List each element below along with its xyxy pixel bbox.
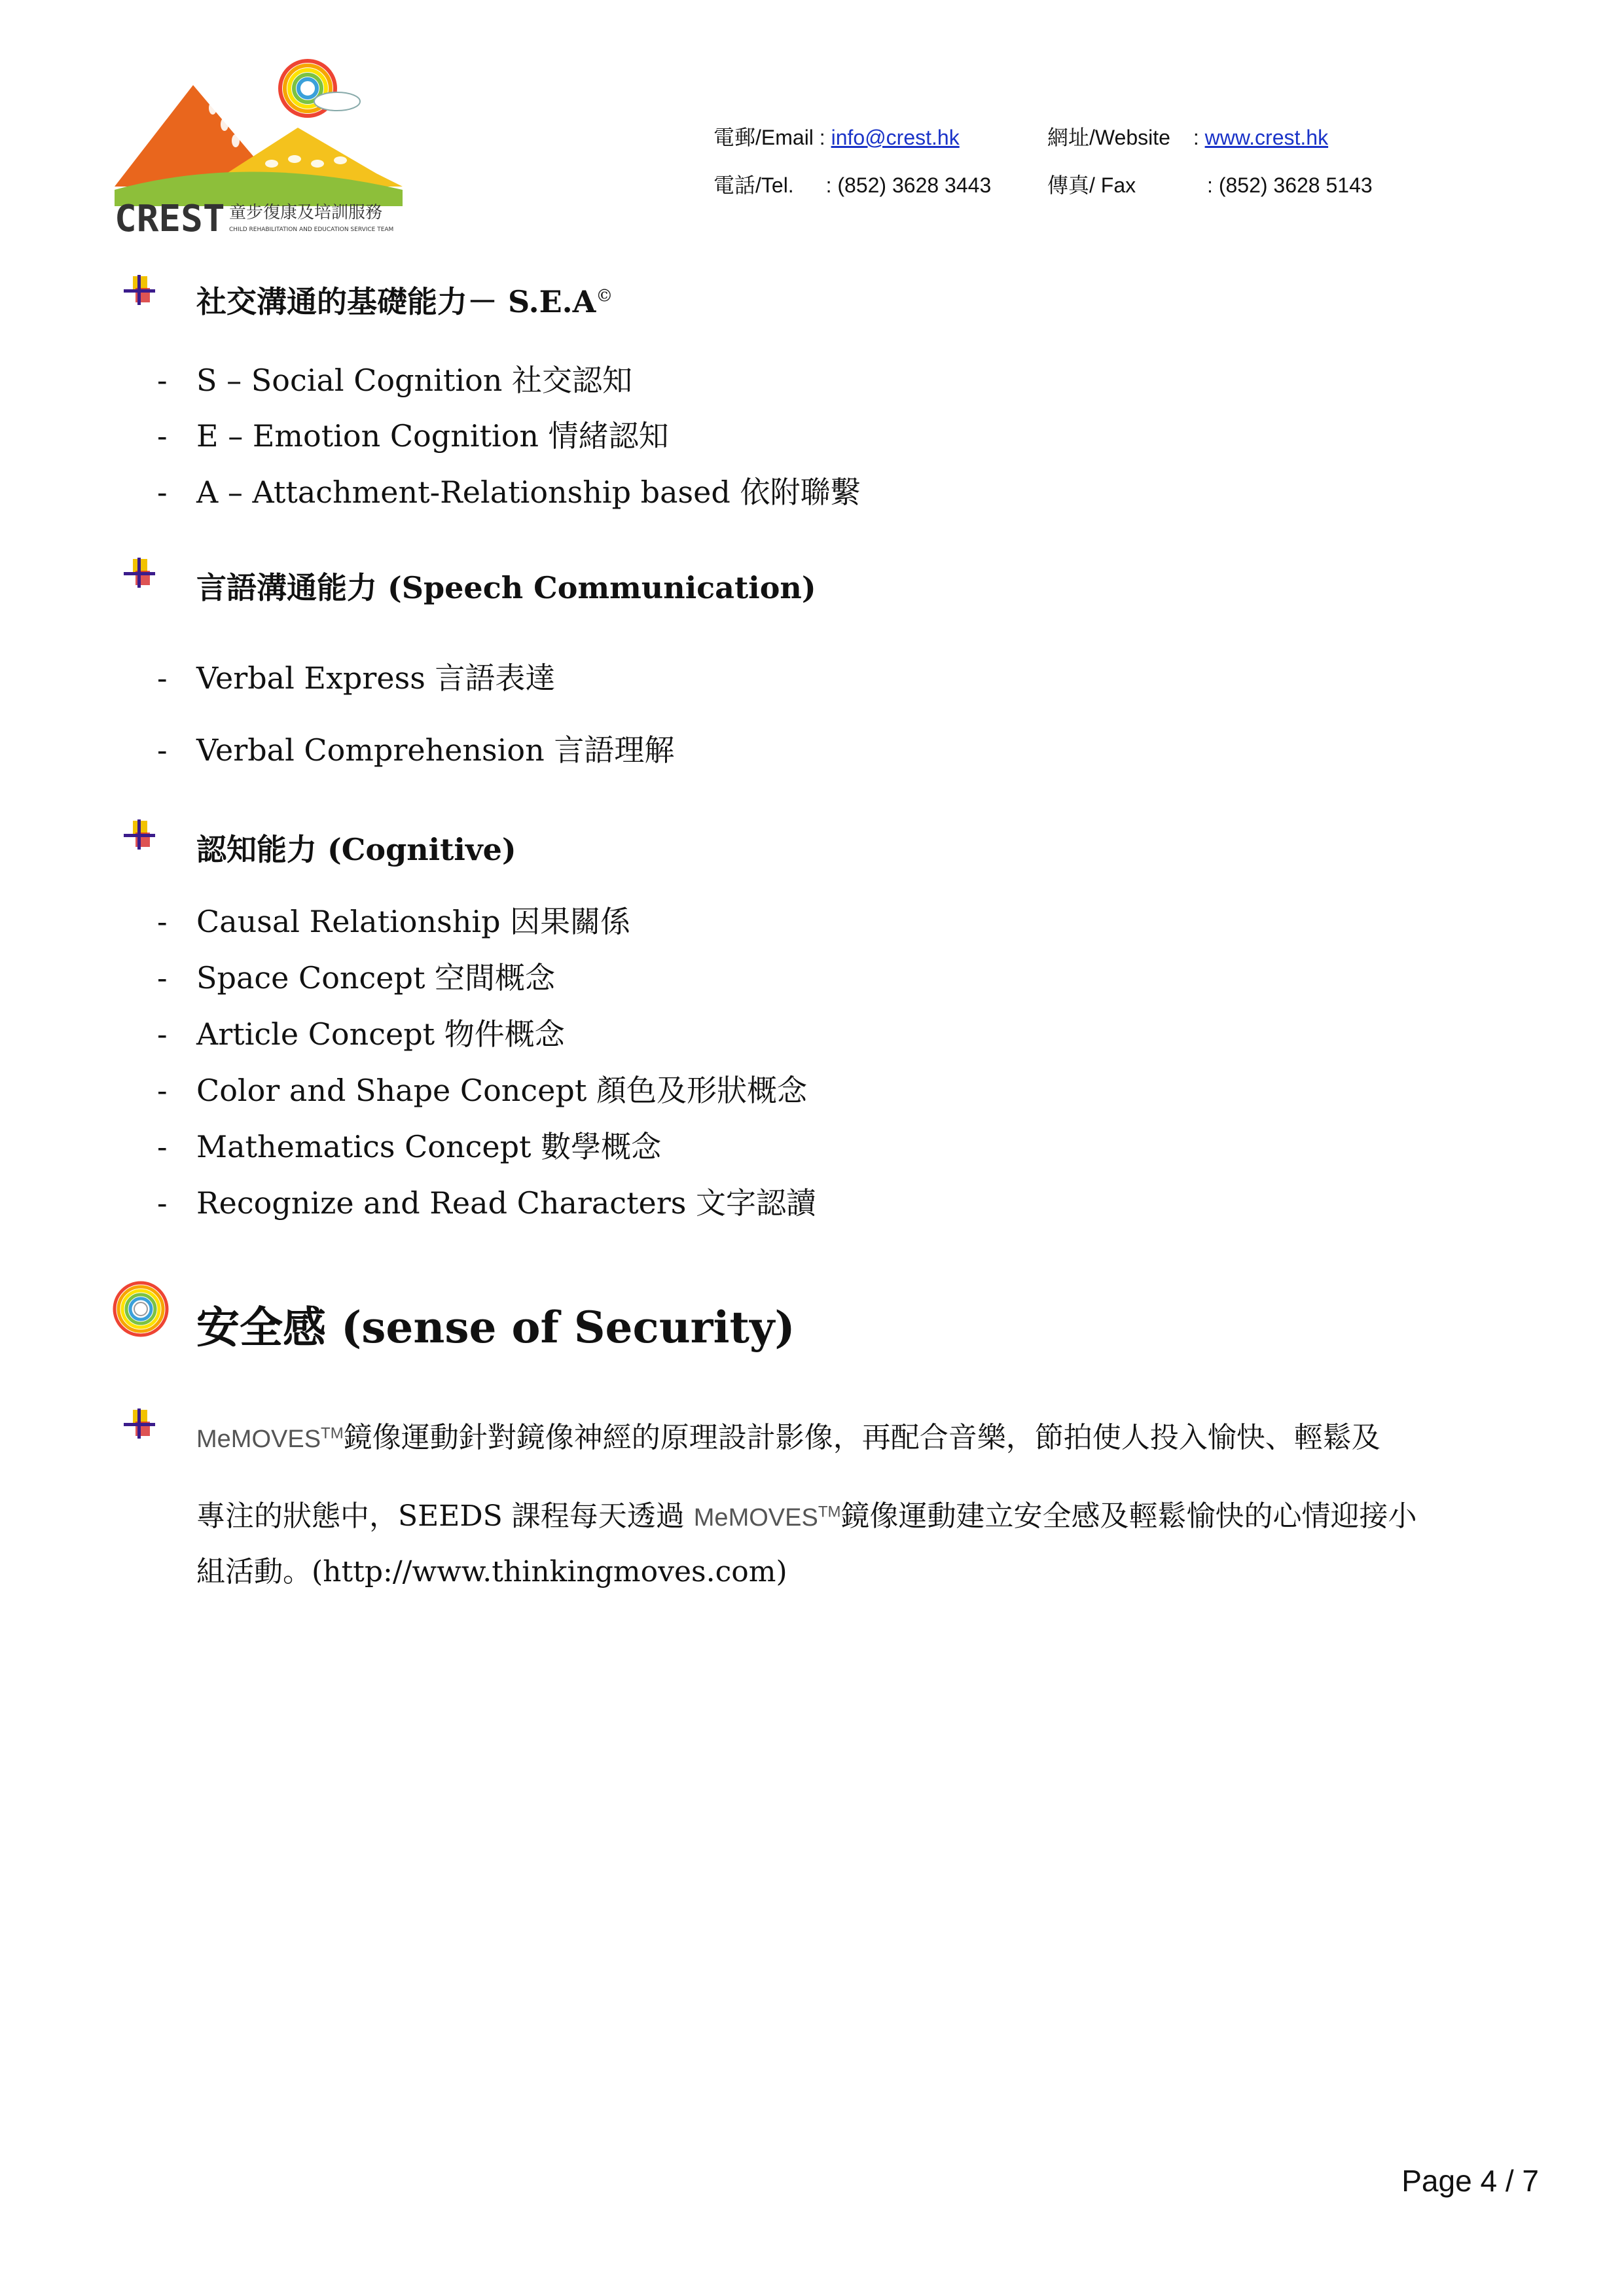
list-item: - Color and Shape Concept 顏色及形狀概念 xyxy=(157,1073,807,1108)
list-item: - Verbal Express 言語表達 xyxy=(157,660,556,696)
list-item: - S – Social Cognition 社交認知 xyxy=(157,363,633,398)
page-sep: / xyxy=(1505,2164,1514,2198)
page-total: 7 xyxy=(1522,2164,1539,2198)
memoves-brand: MeMOVES™ xyxy=(693,1503,841,1532)
page-number xyxy=(1401,2163,1539,2198)
website-sep: : xyxy=(1193,126,1205,149)
page-current: 4 xyxy=(1480,2164,1498,2198)
list-item: - Space Concept 空間概念 xyxy=(157,960,556,996)
logo-wordmark: CREST xyxy=(115,198,225,239)
security-paragraph-line-3: 組活動。(http://www.thinkingmoves.com) xyxy=(196,1555,787,1588)
logo-chinese-name: 童步復康及培訓服務 xyxy=(229,203,383,223)
email-label: 電郵/Email : xyxy=(713,126,831,149)
email-link[interactable]: info@crest.hk xyxy=(831,126,960,149)
memoves-brand: MeMOVES™ xyxy=(196,1424,344,1453)
list-item: - A – Attachment-Relationship based 依附聯繫 xyxy=(157,475,861,510)
plus-bullet-icon xyxy=(121,1407,158,1441)
website-label: 網址/Website xyxy=(1047,126,1170,149)
header-website xyxy=(1047,121,1328,151)
list-item: - Verbal Comprehension 言語理解 xyxy=(157,732,675,768)
security-paragraph-line-1: MeMOVES™鏡像運動針對鏡像神經的原理設計影像，再配合音樂，節拍使人投入愉快、輕鬆及 xyxy=(196,1421,1380,1454)
header-email xyxy=(713,121,960,151)
tel-value: : (852) 3628 3443 xyxy=(825,173,992,197)
security-paragraph-line-2: 專注的狀態中，SEEDS 課程每天透過 MeMOVES™鏡像運動建立安全感及輕鬆愉快的心情迎接小 xyxy=(196,1499,1417,1533)
fax-value: : (852) 3628 5143 xyxy=(1207,173,1373,197)
section-heading-cognitive: 認知能力 (Cognitive) xyxy=(196,832,516,867)
website-link[interactable]: www.crest.hk xyxy=(1204,126,1329,149)
copyright-mark: © xyxy=(596,286,613,306)
plus-bullet-icon xyxy=(121,556,158,590)
page-label: Page xyxy=(1401,2164,1472,2198)
plus-bullet-icon xyxy=(121,818,158,852)
security-heading: 安全感 (sense of Security) xyxy=(196,1302,795,1353)
list-item: - Article Concept 物件概念 xyxy=(157,1016,565,1052)
plus-bullet-icon xyxy=(121,274,158,308)
logo-english-name: CHILD REHABILITATION AND EDUCATION SERVICE TEAM xyxy=(229,226,394,233)
header-fax xyxy=(1047,169,1373,199)
fax-label: 傳真/ Fax xyxy=(1047,173,1136,197)
list-item: - Causal Relationship 因果關係 xyxy=(157,904,631,939)
header-tel xyxy=(713,169,991,199)
list-item: - E – Emotion Cognition 情緒認知 xyxy=(157,418,669,454)
list-item: - Recognize and Read Characters 文字認讀 xyxy=(157,1185,816,1221)
section-heading-sea: 社交溝通的基礎能力－ S.E.A© xyxy=(196,284,613,319)
list-item: - Mathematics Concept 數學概念 xyxy=(157,1129,662,1164)
section-heading-speech: 言語溝通能力 (Speech Communication) xyxy=(196,570,816,605)
crest-logo xyxy=(115,56,442,239)
tel-label: 電話/Tel. xyxy=(713,173,794,197)
rainbow-circle-icon xyxy=(111,1280,170,1338)
